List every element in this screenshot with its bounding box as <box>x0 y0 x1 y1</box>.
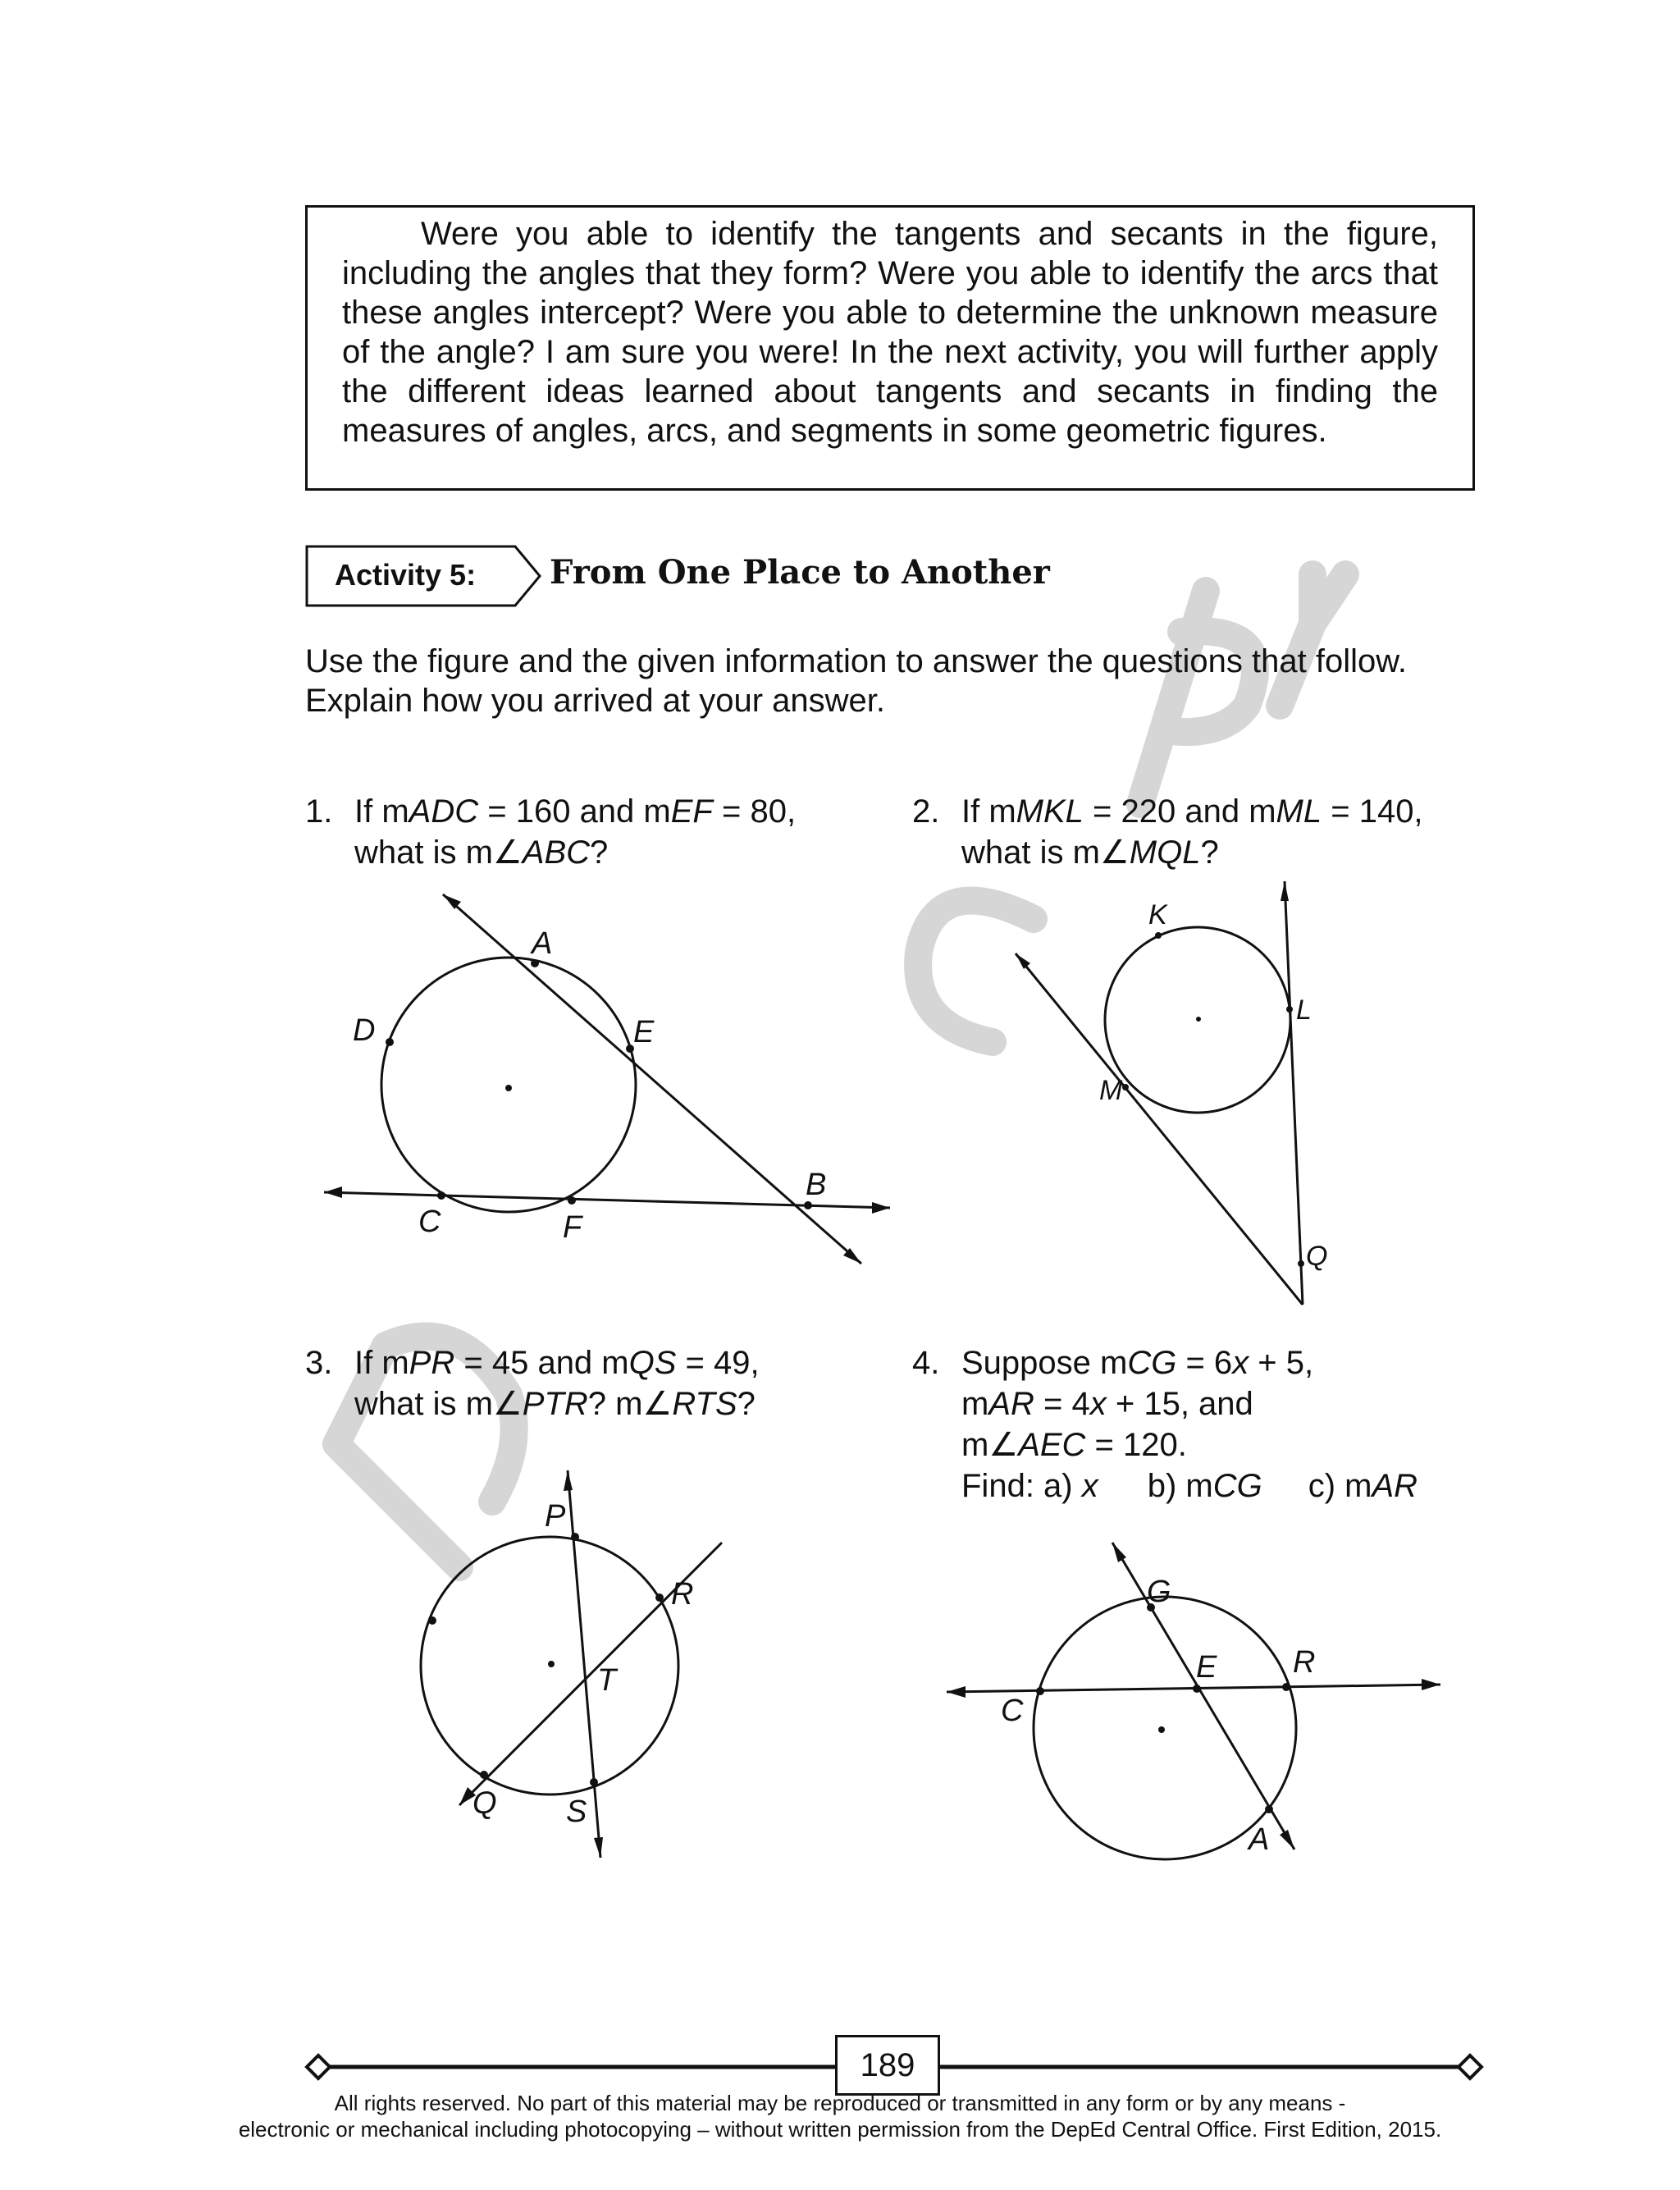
angle-ptr: PTR <box>522 1386 588 1422</box>
figure-1-label-d: D <box>353 1013 376 1048</box>
var-x: x <box>1232 1345 1249 1381</box>
figure-2-label-m: M <box>1099 1075 1123 1106</box>
figure-3-label-q: Q <box>472 1786 497 1821</box>
var-x: x <box>1081 1468 1098 1504</box>
activity-label: Activity 5: <box>335 558 477 592</box>
problem-1-text: If m <box>354 793 409 830</box>
problem-3-question: ? <box>737 1386 756 1422</box>
arc-adc: ADC <box>409 793 479 830</box>
figure-1-label-f: F <box>563 1210 582 1245</box>
arc-cg: CG <box>1127 1345 1177 1381</box>
intro-text-box <box>305 205 1475 491</box>
instructions-line-2: Explain how you arrived at your answer. <box>305 683 886 719</box>
problem-3-question: what is m∠ <box>354 1386 523 1422</box>
problem-1-number: 1. <box>305 793 333 830</box>
problem-1-question: ? <box>590 834 609 871</box>
problem-1 <box>305 791 796 873</box>
figure-2-label-k: K <box>1148 899 1167 930</box>
figure-4-label-e: E <box>1196 1650 1217 1685</box>
figure-3-label-s: S <box>566 1795 587 1829</box>
figure-1-label-b: B <box>806 1168 827 1202</box>
problem-1-question: what is m∠ <box>354 834 523 871</box>
problem-2-question: ? <box>1200 834 1219 871</box>
angle-rts: RTS <box>672 1386 737 1422</box>
activity-label-tag <box>305 545 543 607</box>
figure-2-label-l: L <box>1296 994 1312 1026</box>
diamond-icon <box>307 2055 330 2078</box>
problem-2-text: = 220 and m <box>1083 793 1276 830</box>
arc-qs: QS <box>628 1345 677 1381</box>
arc-ml: ML <box>1276 793 1322 830</box>
figure-1-label-e: E <box>633 1015 655 1049</box>
figure-1 <box>304 878 911 1288</box>
problem-2-text: If m <box>961 793 1016 830</box>
copyright-line-2: electronic or mechanical including photocopying – without written permission from the DepEd Central Office. First Edition, 2015. <box>238 2117 1442 2142</box>
problem-4-text: = 4 <box>1034 1386 1090 1422</box>
problem-4-find: b) m <box>1147 1468 1213 1504</box>
figure-4-label-a: A <box>1249 1822 1270 1857</box>
problem-4-text: m∠ <box>961 1427 1019 1463</box>
problem-1-text: = 160 and m <box>478 793 671 830</box>
page-number: 189 <box>835 2035 940 2096</box>
angle-abc: ABC <box>522 834 591 871</box>
intro-text: Were you able to identify the tangents and secants in the figure, including the angles that they form? Were you able to identify the arcs that these angles intercept? Were you able to determine the unknown measure of the angle? I am sure you were! In the next activity, you will further apply the different ideas learned about tangents and secants in finding the measures of angles, arcs, and segments in some geometric figures. <box>342 216 1438 449</box>
figure-2 <box>1001 878 1378 1321</box>
problem-4 <box>912 1342 1418 1506</box>
copyright-line-1: All rights reserved. No part of this material may be reproduced or transmitted in any form or by any means - <box>334 2091 1346 2115</box>
figure-1-label-c: C <box>418 1205 441 1239</box>
problem-4-text: = 120. <box>1085 1427 1187 1463</box>
figure-1-label-a: A <box>532 926 553 961</box>
problem-2-text: = 140, <box>1322 793 1423 830</box>
figure-3-label-p: P <box>545 1499 566 1534</box>
problem-3-question: ? m∠ <box>587 1386 673 1422</box>
problem-4-find: Find: a) <box>961 1468 1082 1504</box>
problem-3 <box>305 1342 760 1424</box>
problem-4-text: m <box>961 1386 989 1422</box>
var-x: x <box>1089 1386 1107 1422</box>
instructions <box>305 642 1475 720</box>
problem-3-text: = 49, <box>676 1345 760 1381</box>
arc-cg: CG <box>1212 1468 1262 1504</box>
problem-3-text: = 45 and m <box>454 1345 629 1381</box>
problem-2-number: 2. <box>912 793 940 830</box>
problem-3-number: 3. <box>305 1345 333 1381</box>
problem-4-text: Suppose m <box>961 1345 1128 1381</box>
problem-4-find: c) m <box>1308 1468 1372 1504</box>
arc-ar: AR <box>988 1386 1034 1422</box>
arc-ef: EF <box>670 793 713 830</box>
problem-4-text: + 5, <box>1249 1345 1314 1381</box>
figure-4 <box>943 1534 1452 1879</box>
figure-3-label-t: T <box>597 1663 617 1698</box>
problem-2 <box>912 791 1423 873</box>
activity-title: From One Place to Another <box>550 553 1050 592</box>
problem-4-number: 4. <box>912 1345 940 1381</box>
figure-4-label-g: G <box>1147 1575 1171 1609</box>
figure-3-label-r: R <box>671 1577 694 1612</box>
angle-mql: MQL <box>1129 834 1201 871</box>
figure-4-label-r: R <box>1293 1645 1316 1680</box>
problem-4-text: + 15, and <box>1106 1386 1253 1422</box>
figure-4-label-c: C <box>1001 1694 1024 1728</box>
figure-3 <box>402 1461 746 1871</box>
figure-2-label-q: Q <box>1306 1241 1328 1272</box>
problem-1-text: = 80, <box>712 793 797 830</box>
arc-mkl: MKL <box>1016 793 1084 830</box>
angle-aec: AEC <box>1018 1427 1086 1463</box>
arc-pr: PR <box>409 1345 455 1381</box>
diamond-icon <box>1459 2055 1481 2078</box>
problem-2-question: what is m∠ <box>961 834 1130 871</box>
problem-3-text: If m <box>354 1345 409 1381</box>
arc-ar: AR <box>1372 1468 1418 1504</box>
problem-4-text: = 6 <box>1176 1345 1233 1381</box>
instructions-line-1: Use the figure and the given information to answer the questions that follow. <box>305 643 1408 679</box>
